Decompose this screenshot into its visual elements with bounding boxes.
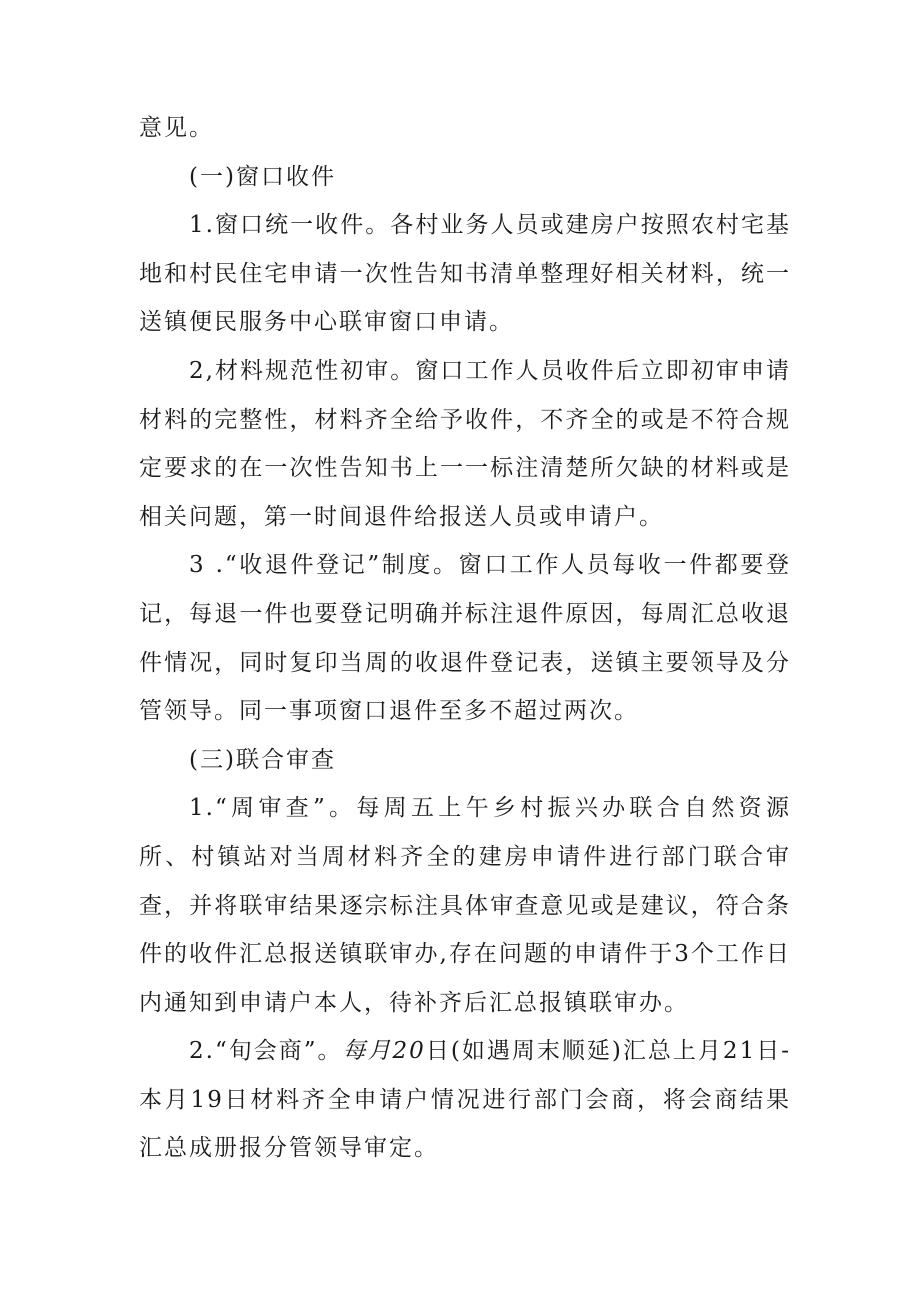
paragraph-ten-day-consultation [139, 1027, 791, 1173]
ten-day-consultation-italic-date: 每月20 [342, 1038, 426, 1065]
paragraph-weekly-review: 1.“周审查”。每周五上午乡村振兴办联合自然资源所、村镇站对当周材料齐全的建房申请件进行部门联合审查，并将联审结果逐宗标注具体审查意见或是建议，符合条件的收件汇总报送镇联审办,存在问题的申请件于3个工作日内通知到申请户本人，待补齐后汇总报镇联审办。 [139, 795, 791, 1016]
paragraph-intake-return-registration: 3 .“收退件登记”制度。窗口工作人员每收一件都要登记，每退一件也要登记明确并标注退件原因，每周汇总收退件情况，同时复印当周的收退件登记表，送镇主要领导及分管领导。同一事项窗口退件至多不超过两次。 [139, 552, 791, 725]
document-body [139, 104, 791, 1173]
ten-day-consultation-lead: 2.“旬会商”。 [189, 1038, 343, 1065]
ten-day-consultation-rest: 日(如遇周末顺延)汇总上月21日-本月19日材料齐全申请户情况进行部门会商，将会商结果汇总成册报分管领导审定。 [139, 1038, 791, 1162]
section-heading-joint-review: (三)联合审查 [189, 746, 336, 773]
paragraph-continuation: 意见。 [139, 115, 214, 141]
paragraph-window-unified-intake: 1.窗口统一收件。各村业务人员或建房户按照农村宅基地和村民住宅申请一次性告知书清单整理好相关材料，统一送镇便民服务中心联审窗口申请。 [139, 212, 791, 336]
paragraph-material-preliminary-review: 2,材料规范性初审。窗口工作人员收件后立即初审申请材料的完整性，材料齐全给予收件，不齐全的或是不符合规定要求的在一次性告知书上一一标注清楚所欠缺的材料或是相关问题，第一时间退件给报送人员或申请户。 [139, 357, 791, 530]
section-heading-window-intake: (一)窗口收件 [189, 163, 336, 190]
